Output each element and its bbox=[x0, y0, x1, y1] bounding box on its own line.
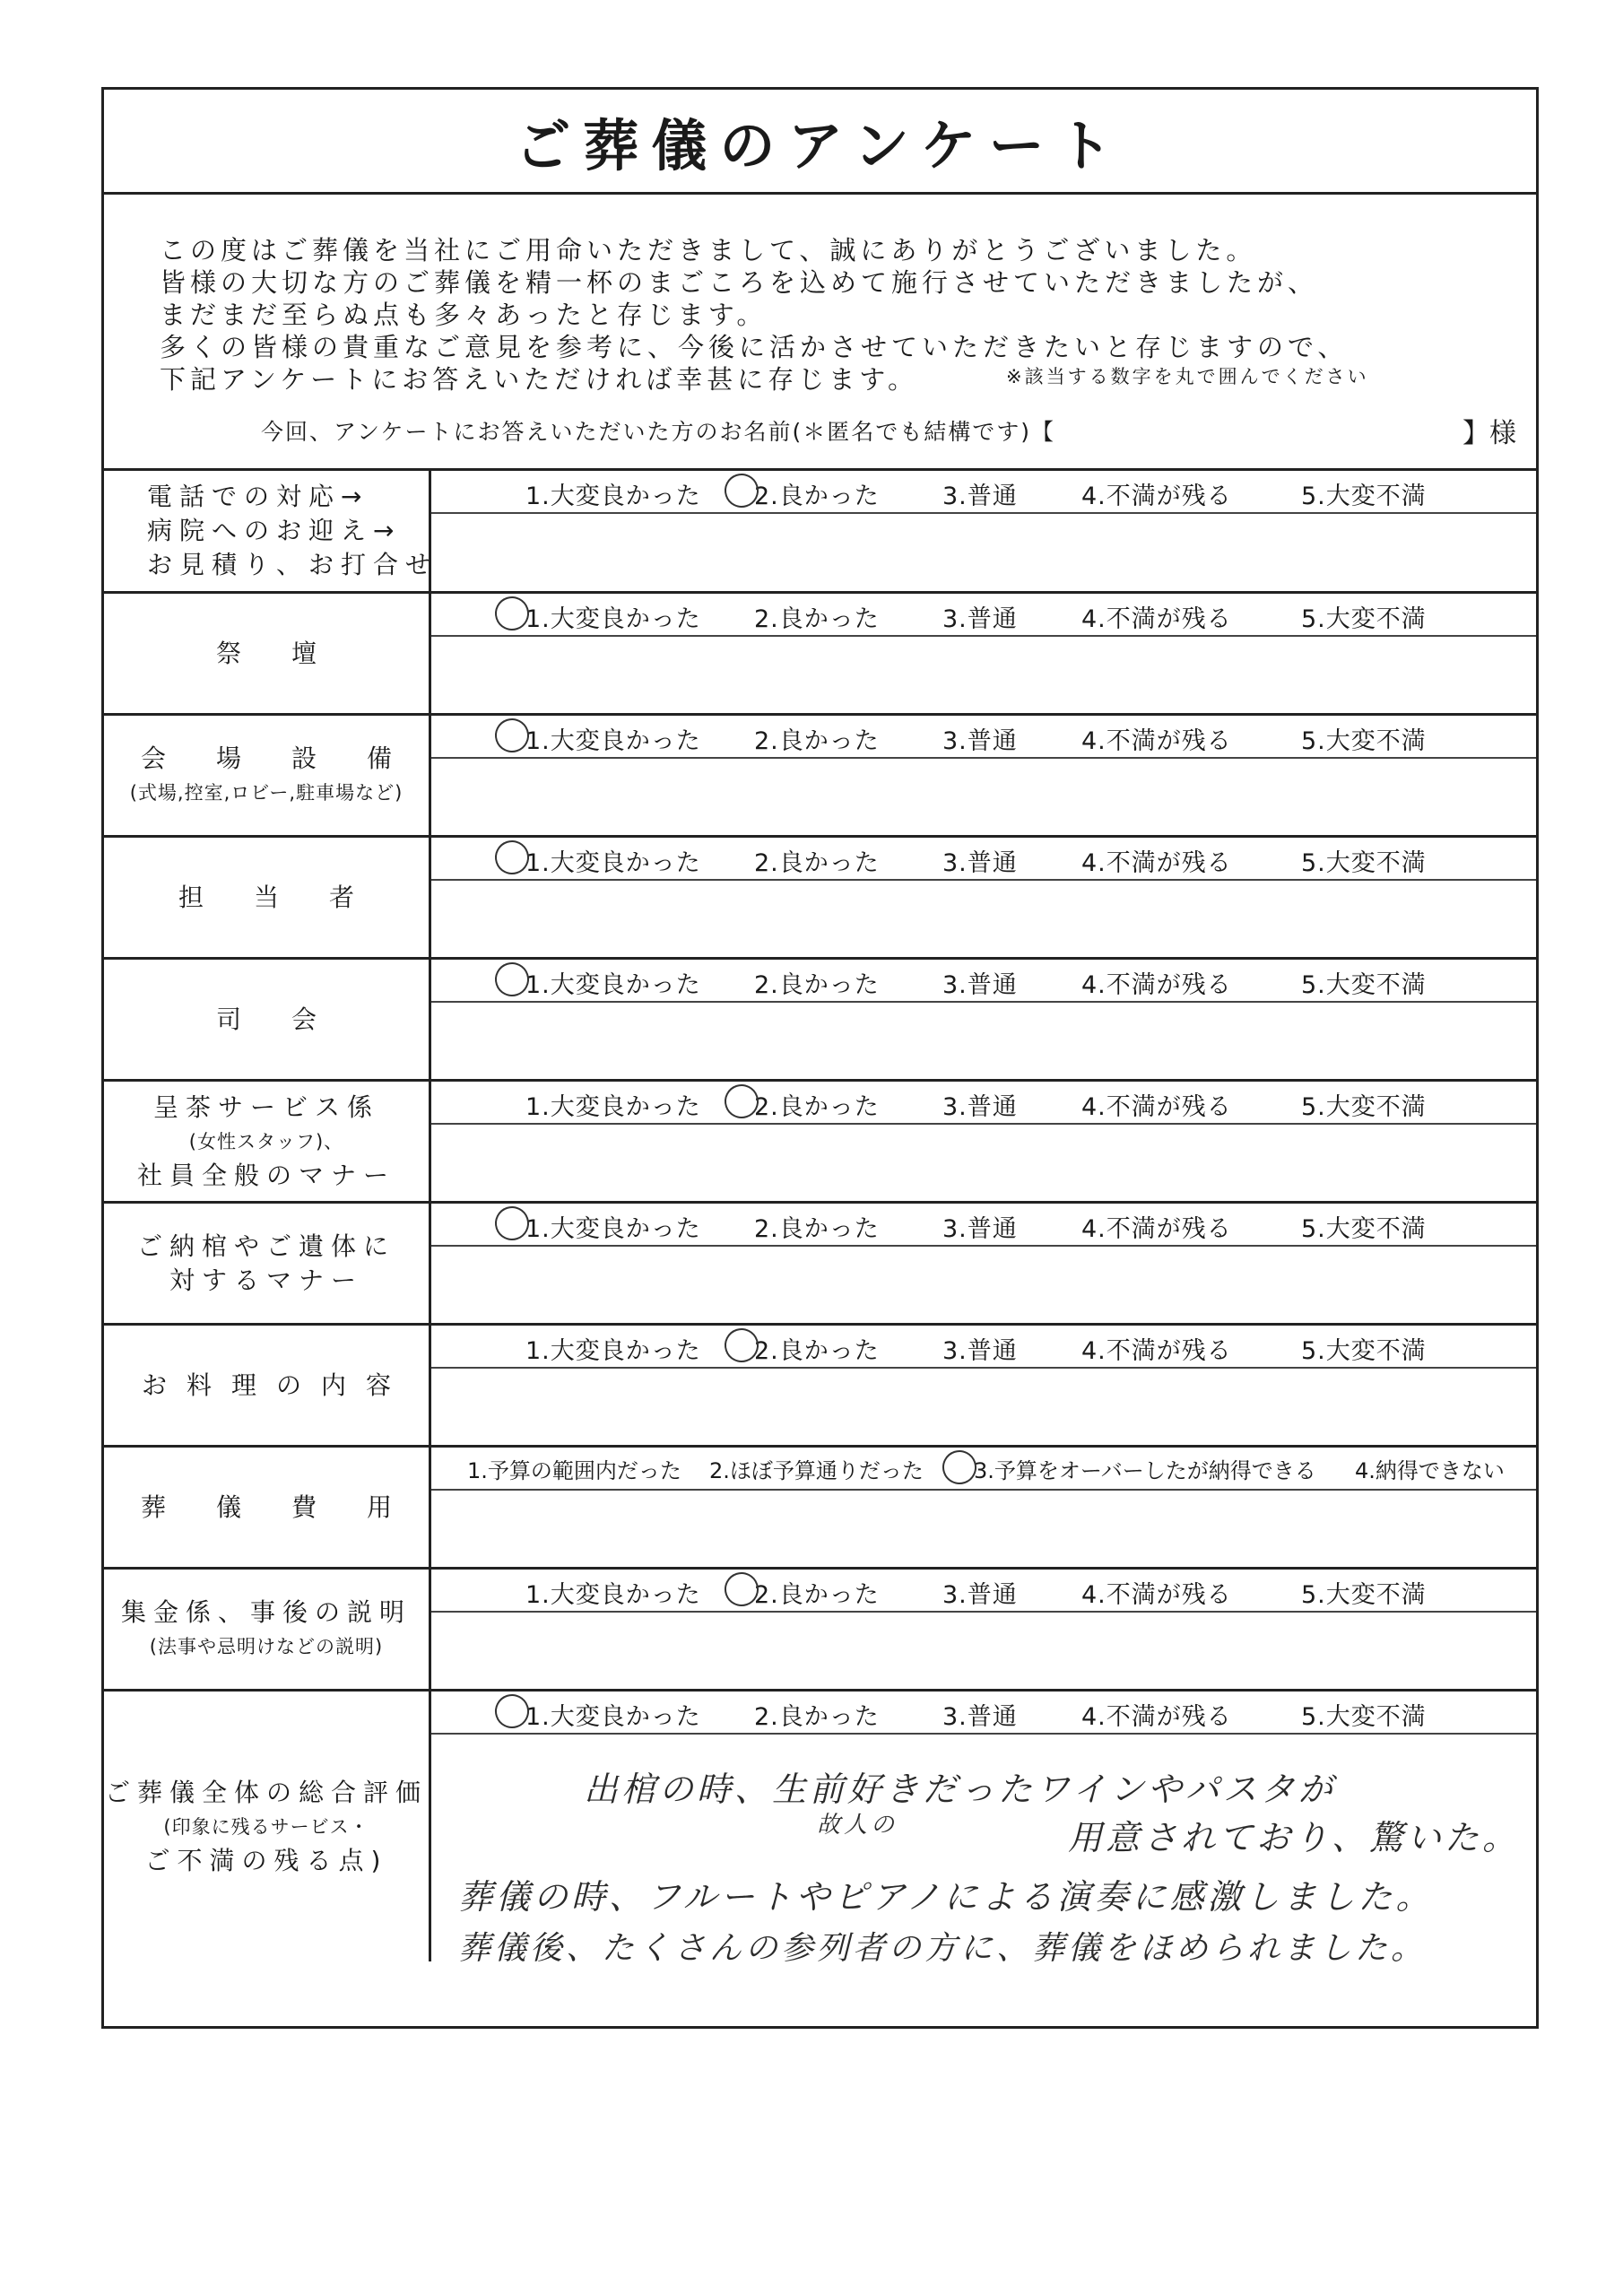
rating-option-5[interactable]: 5.大変不満 bbox=[1301, 483, 1427, 510]
handwritten-comment-line: 葬儀の時、フルートやピアノによる演奏に感激しました。 bbox=[458, 1877, 1434, 1917]
rating-option-5[interactable]: 5.大変不満 bbox=[1301, 727, 1427, 755]
question-label-line: ご納棺やご遺体に bbox=[136, 1231, 395, 1261]
rating-option-1[interactable]: 1.大変良かった bbox=[525, 1581, 701, 1609]
intro-line: 皆様の大切な方のご葬儀を精一杯のまごころを込めて施行させていただきましたが、 bbox=[160, 267, 1319, 298]
question-label bbox=[104, 1326, 431, 1445]
rating-option-3[interactable]: 3.予算をオーバーしたが納得できる bbox=[974, 1458, 1316, 1483]
rating-option-2[interactable]: 2.良かった bbox=[754, 849, 880, 877]
rating-option-5[interactable]: 5.大変不満 bbox=[1301, 605, 1427, 633]
question-row bbox=[104, 1692, 1536, 1967]
question-label-line: ご不満の残る点) bbox=[144, 1845, 388, 1875]
handwritten-comment-line: 出棺の時、生前好きだったワインやパスタが bbox=[584, 1770, 1336, 1809]
question-row bbox=[104, 1570, 1536, 1692]
rating-option-2[interactable]: 2.ほぼ予算通りだった bbox=[709, 1458, 924, 1483]
rating-option-5[interactable]: 5.大変不満 bbox=[1301, 1703, 1427, 1731]
page-title: ご葬儀のアンケート bbox=[515, 112, 1125, 178]
question-label-line: (女性スタッフ)、 bbox=[188, 1130, 344, 1152]
rating-options bbox=[431, 960, 1536, 1003]
handwritten-comment-line: 葬儀後、たくさんの参列者の方に、葬儀をほめられました。 bbox=[458, 1930, 1428, 1967]
rating-option-4[interactable]: 4.不満が残る bbox=[1081, 971, 1232, 999]
rating-option-3[interactable]: 3.普通 bbox=[942, 1215, 1018, 1243]
rating-option-4[interactable]: 4.不満が残る bbox=[1081, 483, 1232, 510]
question-label-line: 担当者 bbox=[178, 882, 404, 912]
rating-option-2[interactable]: 2.良かった bbox=[754, 605, 880, 633]
rating-option-3[interactable]: 3.普通 bbox=[942, 1703, 1018, 1731]
rating-option-3[interactable]: 3.普通 bbox=[942, 727, 1018, 755]
question-label bbox=[104, 960, 431, 1079]
question-label-line: お見積り、お打合せ bbox=[147, 550, 438, 579]
question-label-line: 対するマナー bbox=[169, 1265, 363, 1295]
rating-options bbox=[431, 471, 1536, 514]
handwritten-comment-line: 用意されており、驚いた。 bbox=[1068, 1818, 1521, 1857]
question-label bbox=[104, 838, 431, 957]
question-label-line: 司会 bbox=[215, 1004, 367, 1034]
rating-option-5[interactable]: 5.大変不満 bbox=[1301, 1581, 1427, 1609]
question-row bbox=[104, 1082, 1536, 1204]
rating-option-1[interactable]: 1.大変良かった bbox=[525, 1215, 701, 1243]
name-field-suffix: 】様 bbox=[1462, 418, 1516, 449]
question-label bbox=[104, 471, 438, 591]
question-label-line: ご葬儀全体の総合評価 bbox=[104, 1777, 428, 1807]
question-label bbox=[104, 1692, 431, 1961]
question-label-line: 社員全般のマナー bbox=[136, 1160, 395, 1190]
intro-line: 多くの皆様の貴重なご意見を参考に、今後に活かさせていただきたいと存じますので、 bbox=[160, 332, 1349, 362]
rating-option-5[interactable]: 5.大変不満 bbox=[1301, 1093, 1427, 1121]
rating-options bbox=[431, 1570, 1536, 1613]
question-label bbox=[104, 1204, 431, 1323]
intro-section bbox=[104, 195, 1536, 471]
rating-options bbox=[431, 1204, 1536, 1247]
rating-option-3[interactable]: 3.普通 bbox=[942, 1093, 1018, 1121]
rating-option-2[interactable]: 2.良かった bbox=[754, 1093, 880, 1121]
rating-option-2[interactable]: 2.良かった bbox=[754, 1581, 880, 1609]
question-label bbox=[104, 1082, 431, 1201]
rating-options bbox=[431, 716, 1536, 759]
question-row bbox=[104, 960, 1536, 1082]
rating-option-3[interactable]: 3.普通 bbox=[942, 1581, 1018, 1609]
rating-option-4[interactable]: 4.不満が残る bbox=[1081, 1703, 1232, 1731]
question-label bbox=[104, 1570, 431, 1689]
rating-option-4[interactable]: 4.納得できない bbox=[1355, 1458, 1505, 1483]
question-label-line: 集金係、事後の説明 bbox=[120, 1596, 412, 1627]
rating-option-2[interactable]: 2.良かった bbox=[754, 727, 880, 755]
rating-options bbox=[431, 1448, 1536, 1491]
rating-option-4[interactable]: 4.不満が残る bbox=[1081, 1093, 1232, 1121]
question-row bbox=[104, 1448, 1536, 1570]
intro-line: この度はご葬儀を当社にご用命いただきまして、誠にありがとうございました。 bbox=[160, 235, 1257, 265]
question-rows bbox=[104, 471, 1536, 1967]
question-label bbox=[104, 1448, 443, 1567]
rating-option-5[interactable]: 5.大変不満 bbox=[1301, 971, 1427, 999]
rating-option-3[interactable]: 3.普通 bbox=[942, 1337, 1018, 1365]
question-row bbox=[104, 1204, 1536, 1326]
title-box bbox=[104, 90, 1536, 195]
rating-option-4[interactable]: 4.不満が残る bbox=[1081, 1337, 1232, 1365]
question-label-line: 会場設備 bbox=[141, 743, 443, 773]
rating-option-3[interactable]: 3.普通 bbox=[942, 605, 1018, 633]
rating-option-1[interactable]: 1.大変良かった bbox=[525, 849, 701, 877]
question-row bbox=[104, 594, 1536, 716]
rating-option-1[interactable]: 1.大変良かった bbox=[525, 605, 701, 633]
name-field-label: 今回、アンケートにお答えいただいた方のお名前(＊匿名でも結構です)【 bbox=[261, 419, 1056, 445]
intro-line: まだまだ至らぬ点も多々あったと存じます。 bbox=[160, 300, 768, 330]
rating-option-2[interactable]: 2.良かった bbox=[754, 1703, 880, 1731]
rating-option-5[interactable]: 5.大変不満 bbox=[1301, 1215, 1427, 1243]
question-label-line: (式場,控室,ロビー,駐車場など) bbox=[129, 781, 404, 804]
rating-options bbox=[431, 1082, 1536, 1125]
rating-option-2[interactable]: 2.良かった bbox=[754, 1215, 880, 1243]
handwritten-comment-line: 故人の bbox=[817, 1812, 898, 1839]
question-label bbox=[104, 716, 443, 835]
rating-options bbox=[431, 594, 1536, 637]
rating-option-4[interactable]: 4.不満が残る bbox=[1081, 1581, 1232, 1609]
rating-option-3[interactable]: 3.普通 bbox=[942, 849, 1018, 877]
question-row bbox=[104, 471, 1536, 594]
rating-option-1[interactable]: 1.予算の範囲内だった bbox=[467, 1458, 681, 1483]
rating-option-1[interactable]: 1.大変良かった bbox=[525, 727, 701, 755]
question-row bbox=[104, 716, 1536, 838]
rating-option-3[interactable]: 3.普通 bbox=[942, 971, 1018, 999]
rating-option-1[interactable]: 1.大変良かった bbox=[525, 971, 701, 999]
rating-option-2[interactable]: 2.良かった bbox=[754, 971, 880, 999]
rating-option-4[interactable]: 4.不満が残る bbox=[1081, 727, 1232, 755]
rating-option-4[interactable]: 4.不満が残る bbox=[1081, 1215, 1232, 1243]
question-label-line: (法事や忌明けなどの説明) bbox=[149, 1635, 384, 1657]
rating-option-1[interactable]: 1.大変良かった bbox=[525, 483, 701, 510]
question-label-line: (印象に残るサービス・ bbox=[163, 1815, 369, 1838]
rating-option-4[interactable]: 4.不満が残る bbox=[1081, 849, 1232, 877]
rating-option-1[interactable]: 1.大変良かった bbox=[525, 1093, 701, 1121]
instruction-note: ※該当する数字を丸で囲んでください bbox=[1006, 366, 1369, 387]
intro-line: 下記アンケートにお答えいただければ幸甚に存じます。 bbox=[160, 364, 918, 395]
question-label-line: 祭壇 bbox=[215, 638, 367, 668]
rating-option-3[interactable]: 3.普通 bbox=[942, 483, 1018, 510]
question-label-line: 葬儀費用 bbox=[141, 1492, 443, 1522]
questionnaire-sheet bbox=[101, 87, 1539, 2029]
rating-option-2[interactable]: 2.良かった bbox=[754, 1337, 880, 1365]
rating-option-5[interactable]: 5.大変不満 bbox=[1301, 849, 1427, 877]
rating-option-5[interactable]: 5.大変不満 bbox=[1301, 1337, 1427, 1365]
question-row bbox=[104, 838, 1536, 960]
question-label bbox=[104, 594, 431, 713]
rating-options bbox=[431, 1326, 1536, 1369]
rating-option-1[interactable]: 1.大変良かった bbox=[525, 1703, 701, 1731]
question-label-line: 呈茶サービス係 bbox=[152, 1091, 379, 1122]
rating-option-2[interactable]: 2.良かった bbox=[754, 483, 880, 510]
question-label-line: お料理の内容 bbox=[141, 1370, 411, 1400]
rating-option-1[interactable]: 1.大変良かった bbox=[525, 1337, 701, 1365]
question-label-line: 病院へのお迎え→ bbox=[147, 516, 402, 545]
rating-option-4[interactable]: 4.不満が残る bbox=[1081, 605, 1232, 633]
rating-options bbox=[431, 838, 1536, 881]
question-label-line: 電話での対応→ bbox=[147, 482, 369, 511]
rating-options bbox=[431, 1692, 1536, 1735]
question-row bbox=[104, 1326, 1536, 1448]
